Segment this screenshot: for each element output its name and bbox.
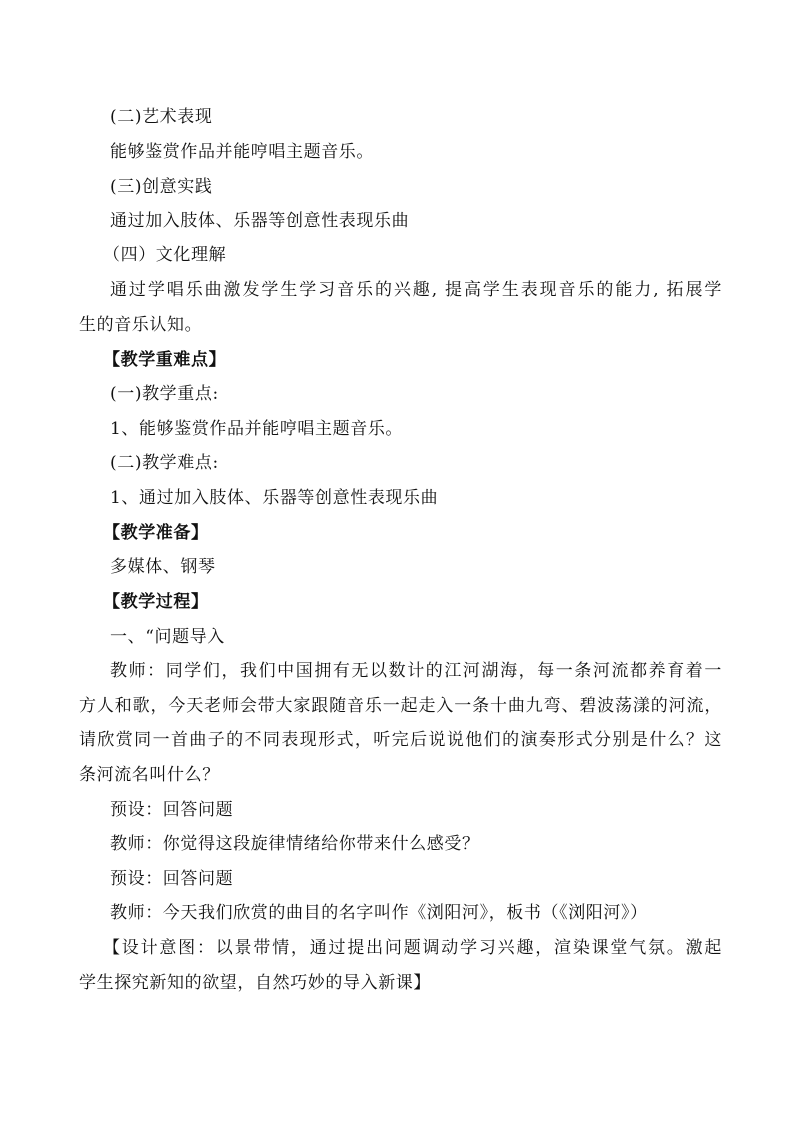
heading-teaching-key-difficult-points: 【教学重难点】 [103,350,227,370]
design-intent-note: 【设计意图：以景带情，通过提出问题调动学习兴趣，渲染课堂气氛。激起 [103,938,722,958]
paragraph-line: 条河流名叫什么？ [79,765,220,785]
paragraph-line: 教师：今天我们欣赏的曲目的名字叫作《浏阳河》，板书（《浏阳河》） [110,903,648,923]
paragraph-line: 教师：同学们，我们中国拥有无以数计的江河湖海，每一条河流都养育着一 [110,661,722,681]
paragraph-line: 预设：回答问题 [110,869,234,889]
paragraph-line: 教师：你觉得这段旋律情绪给你带来什么感受？ [110,834,480,854]
subheading-key-points: (一)教学重点: [110,384,219,404]
paragraph-line: 请欣赏同一首曲子的不同表现形式，听完后说说他们的演奏形式分别是什么？这 [79,730,722,750]
section-heading-artistic-expression: (二)艺术表现 [110,107,213,127]
subheading-question-intro: 一、“问题导入 [110,627,225,647]
heading-teaching-process: 【教学过程】 [103,592,209,612]
list-item: 1、能够鉴赏作品并能哼唱主题音乐。 [110,419,404,439]
paragraph-line: 预设：回答问题 [110,800,234,820]
paragraph-line: 通过加入肢体、乐器等创意性表现乐曲 [110,211,410,231]
paragraph-line: 方人和歌，今天老师会带大家跟随音乐一起走入一条十曲九弯、碧波荡漾的河流， [79,696,722,716]
section-heading-cultural-understanding: （四）文化理解 [103,245,227,265]
subheading-difficult-points: (二)教学难点: [110,453,219,473]
design-intent-note: 学生探究新知的欲望，自然巧妙的导入新课】 [79,973,431,993]
section-heading-creative-practice: (三)创意实践 [110,177,213,197]
heading-teaching-preparation: 【教学准备】 [103,523,209,543]
list-item: 1、通过加入肢体、乐器等创意性表现乐曲 [110,488,439,508]
paragraph-line: 生的音乐认知。 [79,315,203,335]
paragraph-line: 能够鉴赏作品并能哼唱主题音乐。 [110,142,374,162]
paragraph-line: 通过学唱乐曲激发学生学习音乐的兴趣, 提高学生表现音乐的能力, 拓展学 [110,280,722,300]
paragraph-line: 多媒体、钢琴 [110,557,216,577]
